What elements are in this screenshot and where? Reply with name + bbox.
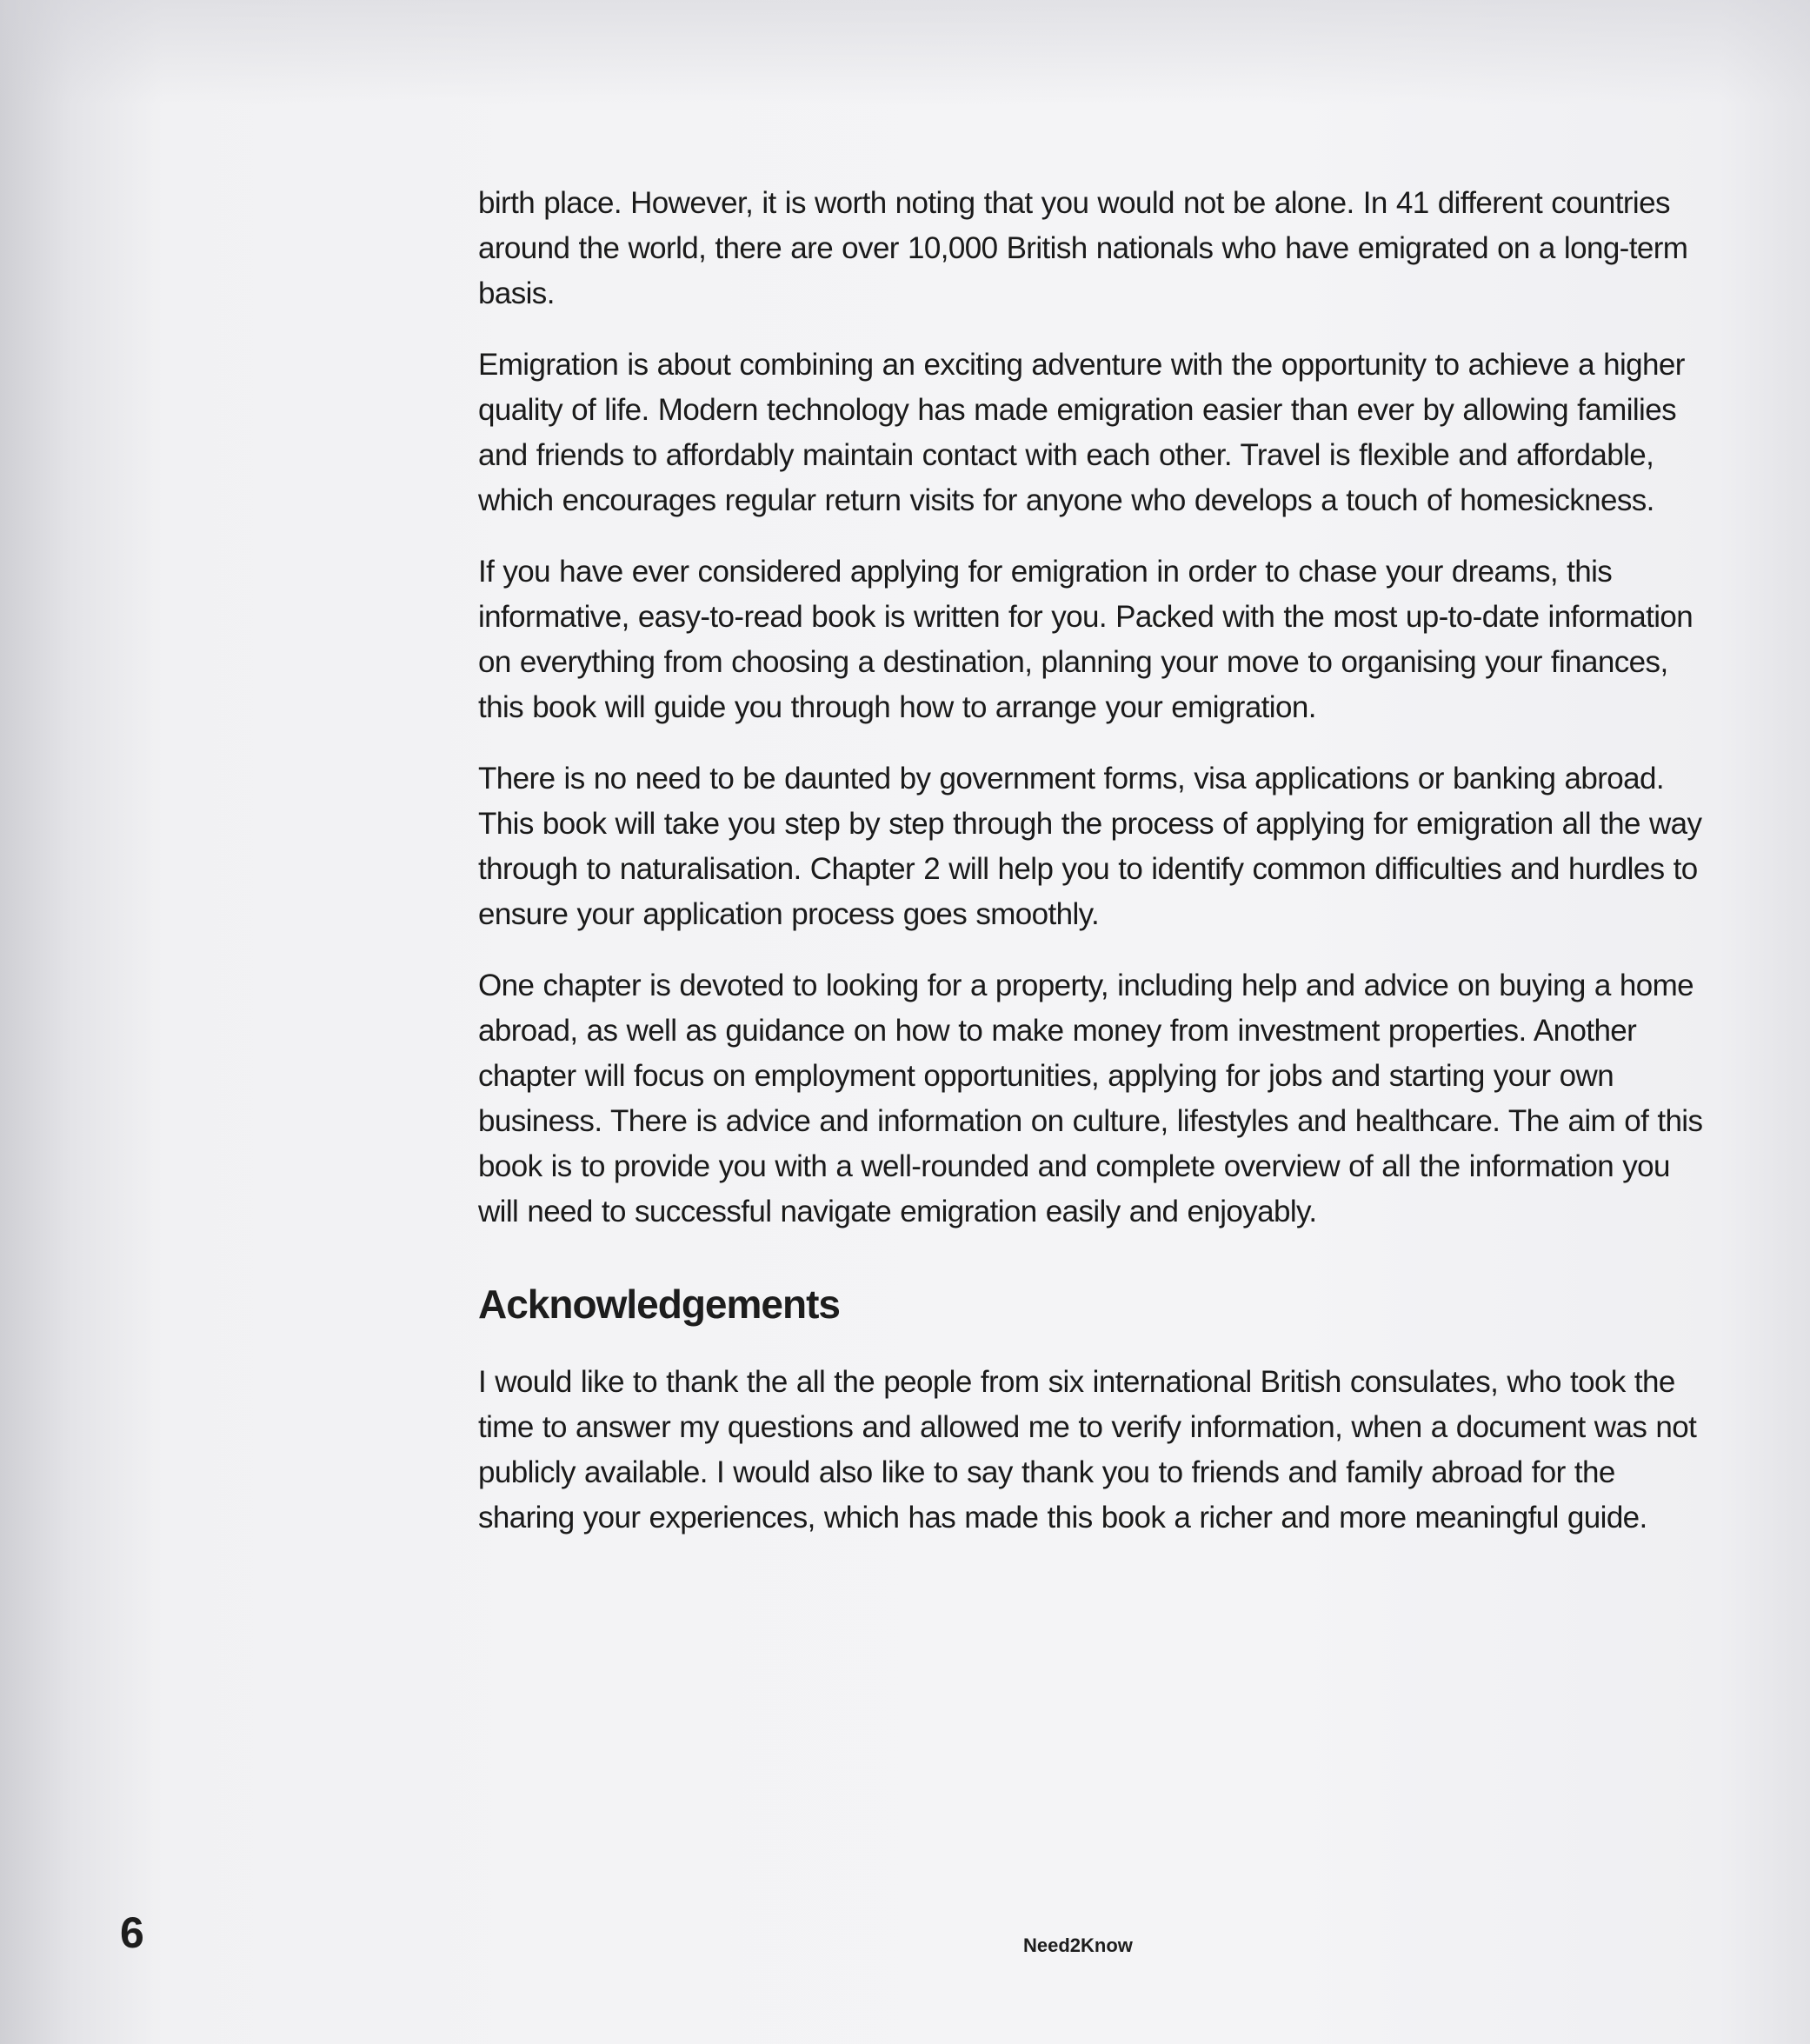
paragraph-2: Emigration is about combining an exciting adventure with the opportunity to achieve a higher quality of life. Modern technology has made emigration easier than ever by allowing families and friends to affordably maintain contact with each other. Travel is flexible and affordable, which encourages regular return visits for anyone who develops a touch of homesickness. xyxy=(478,348,1685,517)
paragraph-3: If you have ever considered applying for emigration in order to chase your dreams, this informative, easy-to-read book is written for you. Packed with the most up-to-date information on everything from choosing a destination, planning your move to organising your finances, this book will guide you through how to arrange your emigration. xyxy=(478,555,1694,724)
footer-brand: Need2Know xyxy=(1023,1934,1133,1956)
page-shadow xyxy=(0,0,1810,104)
paragraph-1: birth place. However, it is worth noting that you would not be alone. In 41 different countries around the world, there are over 10,000 British nationals who have emigrated on a long-term basis. xyxy=(478,186,1688,310)
paragraph-4: There is no need to be daunted by government forms, visa applications or banking abroad. This book will take you step by step through the process of applying for emigration all the way through to naturalisation. Chapter 2 will help you to identify common difficulties and hurdles to ensure your application process goes smoothly. xyxy=(478,762,1702,931)
acknowledgements-text: I would like to thank the all the people from six international British consulates, who took the time to answer my questions and allowed me to verify information, when a document was not publicly available. I would also like to say thank you to friends and family abroad for the sharing your experiences, which has made this book a richer and more meaningful guide. xyxy=(478,1365,1697,1535)
main-text-column xyxy=(478,181,1713,1567)
page-number: 6 xyxy=(120,1908,144,1957)
paragraph-5: One chapter is devoted to looking for a property, including help and advice on buying a home abroad, as well as guidance on how to make money from investment properties. Another chapter will focus on employment opportunities, applying for jobs and starting your own business. There is advice and information on culture, lifestyles and healthcare. The aim of this book is to provide you with a well-rounded and complete overview of all the information you will need to successful navigate emigration easily and enjoyably. xyxy=(478,969,1703,1228)
acknowledgements-heading: Acknowledgements xyxy=(478,1282,840,1327)
